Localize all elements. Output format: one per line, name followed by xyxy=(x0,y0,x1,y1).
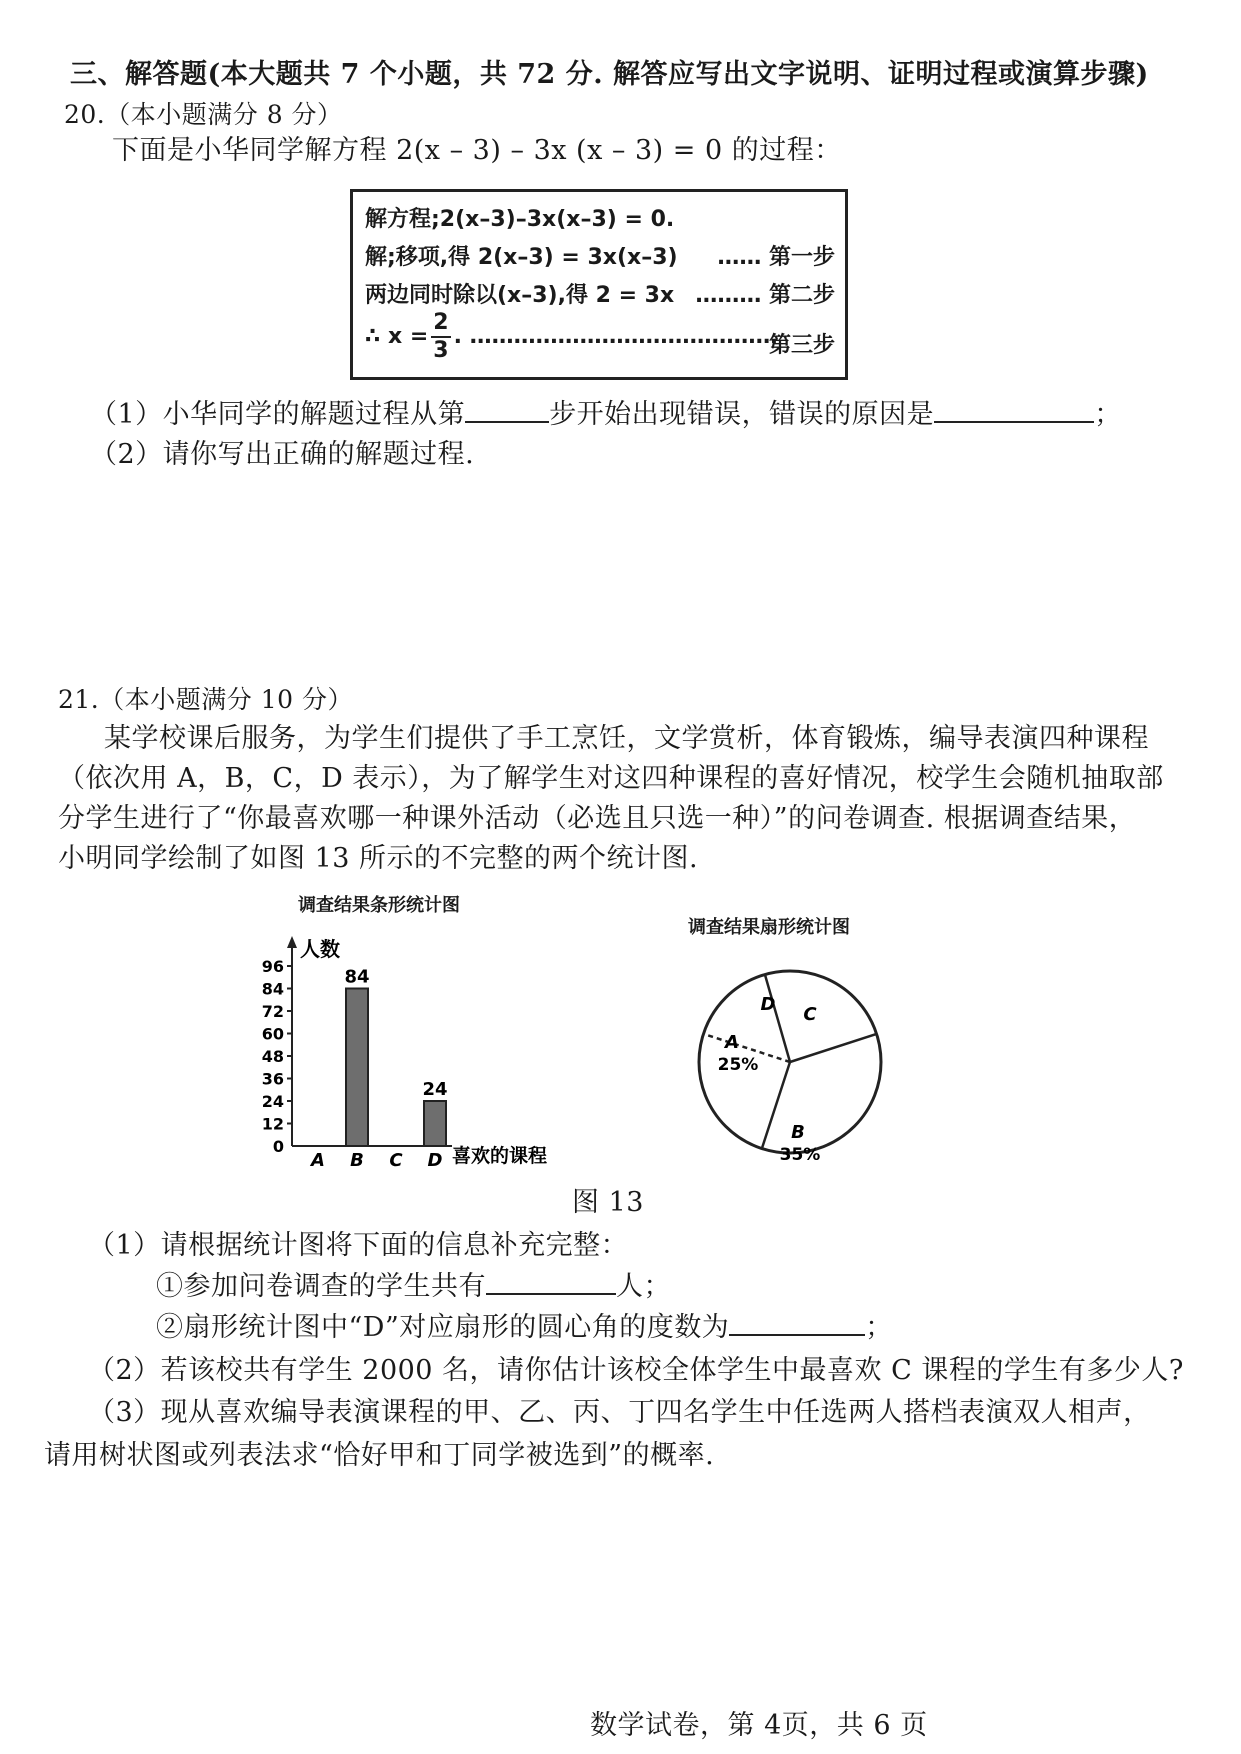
bar-y-axis-arrow xyxy=(287,936,297,948)
q20-box-line4-prefix: ∴ x = xyxy=(365,324,429,349)
q20-box-step3: 第三步 xyxy=(768,333,835,358)
q20-box-line2: 解;移项,得 2(x–3) = 3x(x–3) xyxy=(365,245,678,270)
bar-y-axis-label: 人数 xyxy=(300,937,340,961)
q21-sub3-line2: 请用树状图或列表法求“恰好甲和丁同学被选到”的概率. xyxy=(44,1440,715,1471)
q20-sub1-text-a: （1）小华同学的解题过程从第 xyxy=(90,399,466,430)
q21-sub1-item2-text-a: ②扇形统计图中“D”对应扇形的圆心角的度数为 xyxy=(156,1312,730,1343)
q20-sub2: （2）请你写出正确的解题过程. xyxy=(90,439,475,470)
q20-sub1-text-b: 步开始出现错误，错误的原因是 xyxy=(549,399,935,430)
q21-paragraph-line4: 小明同学绘制了如图 13 所示的不完整的两个统计图. xyxy=(58,843,699,874)
q21-sub2: （2）若该校共有学生 2000 名，请你估计该校全体学生中最喜欢 C 课程的学生有多少人? xyxy=(88,1355,1184,1386)
bar-chart xyxy=(240,930,580,1170)
bar-x-tick-label: D xyxy=(427,1150,443,1170)
q20-box-fraction xyxy=(431,312,450,362)
pie-slice-value-A: 25% xyxy=(717,1055,759,1075)
q20-box-step1: …… 第一步 xyxy=(717,245,835,270)
pie-sector-boundary xyxy=(765,975,790,1062)
bar-y-tick-label: 0 xyxy=(272,1137,284,1156)
q21-sub1-item1-text-a: ①参加问卷调查的学生共有 xyxy=(156,1271,486,1302)
section-header: 三、解答题(本大题共 7 个小题，共 72 分. 解答应写出文字说明、证明过程或演算步骤) xyxy=(70,59,1149,90)
bar-y-tick-label: 12 xyxy=(261,1114,284,1134)
q20-answer-blank-step[interactable] xyxy=(465,399,549,423)
q21-paragraph-line1: 某学校课后服务，为学生们提供了手工烹饪，文学赏析，体育锻炼，编导表演四种课程 xyxy=(104,723,1149,754)
q21-sub1-item1 xyxy=(156,1264,671,1303)
q21-sub1-item1-text-b: 人； xyxy=(616,1271,671,1302)
pie-slice-label-C: C xyxy=(803,1004,817,1025)
pie-chart xyxy=(680,950,900,1170)
q20-sub1 xyxy=(90,392,1122,431)
pie-slice-label-D: D xyxy=(760,994,776,1015)
bar-B xyxy=(346,989,368,1147)
bar-y-tick-label: 72 xyxy=(261,1002,284,1021)
bar-y-tick-label: 48 xyxy=(261,1047,284,1066)
bar-data-label: 24 xyxy=(422,1079,448,1100)
bar-x-axis-label: 喜欢的课程 xyxy=(452,1145,548,1167)
q20-box-line3: 两边同时除以(x–3),得 2 = 3x xyxy=(365,283,675,308)
bar-x-tick-label: B xyxy=(350,1150,364,1170)
bar-y-tick-label: 84 xyxy=(261,979,284,999)
q20-heading: 20.（本小题满分 8 分） xyxy=(64,100,343,129)
q20-box-line1: 解方程;2(x–3)–3x(x–3) = 0. xyxy=(365,207,675,232)
fraction-numerator: 2 xyxy=(431,312,450,338)
bar-y-tick-label: 36 xyxy=(261,1069,284,1089)
q20-solution-box xyxy=(350,189,848,380)
bar-y-tick-label: 24 xyxy=(261,1092,284,1111)
q20-sub1-text-c: ； xyxy=(1094,399,1122,430)
q21-heading: 21.（本小题满分 10 分） xyxy=(58,685,353,714)
bar-y-tick-label: 60 xyxy=(261,1024,284,1044)
q20-intro: 下面是小华同学解方程 2(x – 3) – 3x (x – 3) = 0 的过程： xyxy=(112,135,842,166)
q20-answer-blank-reason[interactable] xyxy=(934,399,1094,423)
pie-slice-label-A: A xyxy=(725,1032,739,1053)
pie-sector-boundary xyxy=(790,1034,877,1062)
pie-slice-value-B: 35% xyxy=(779,1145,821,1165)
pie-slice-label-B: B xyxy=(791,1122,805,1143)
bar-D xyxy=(424,1101,446,1146)
q20-box-line4 xyxy=(365,312,778,362)
q21-sub1-item2-text-b: ； xyxy=(865,1312,893,1343)
bar-data-label: 84 xyxy=(344,966,370,988)
page-footer: 数学试卷，第 4页，共 6 页 xyxy=(590,1710,928,1741)
q21-sub1: （1）请根据统计图将下面的信息补充完整： xyxy=(88,1230,629,1261)
q21-answer-blank-angle[interactable] xyxy=(729,1312,865,1336)
q21-sub3-line1: （3）现从喜欢编导表演课程的甲、乙、丙、丁四名学生中任选两人搭档表演双人相声， xyxy=(88,1397,1151,1428)
fraction-denominator: 3 xyxy=(433,338,449,363)
figure-caption: 图 13 xyxy=(572,1187,644,1218)
pie-chart-title: 调查结果扇形统计图 xyxy=(688,917,850,938)
q21-paragraph-line2: （依次用 A，B，C，D 表示），为了解学生对这四种课程的喜好情况，校学生会随机抽取部 xyxy=(58,763,1164,794)
q20-box-step2: ……… 第二步 xyxy=(695,283,835,308)
q21-answer-blank-total[interactable] xyxy=(486,1271,616,1295)
pie-sector-boundary xyxy=(762,1062,790,1149)
q20-box-line4-dots: . …………………………………… xyxy=(453,324,778,349)
q21-sub1-item2 xyxy=(156,1305,893,1344)
bar-x-tick-label: C xyxy=(389,1150,403,1170)
q21-paragraph-line3: 分学生进行了“你最喜欢哪一种课外活动（必选且只选一种）”的问卷调查. 根据调查结果， xyxy=(58,803,1137,834)
bar-y-tick-label: 96 xyxy=(261,957,284,976)
bar-chart-title: 调查结果条形统计图 xyxy=(298,895,460,916)
bar-x-tick-label: A xyxy=(311,1150,325,1170)
